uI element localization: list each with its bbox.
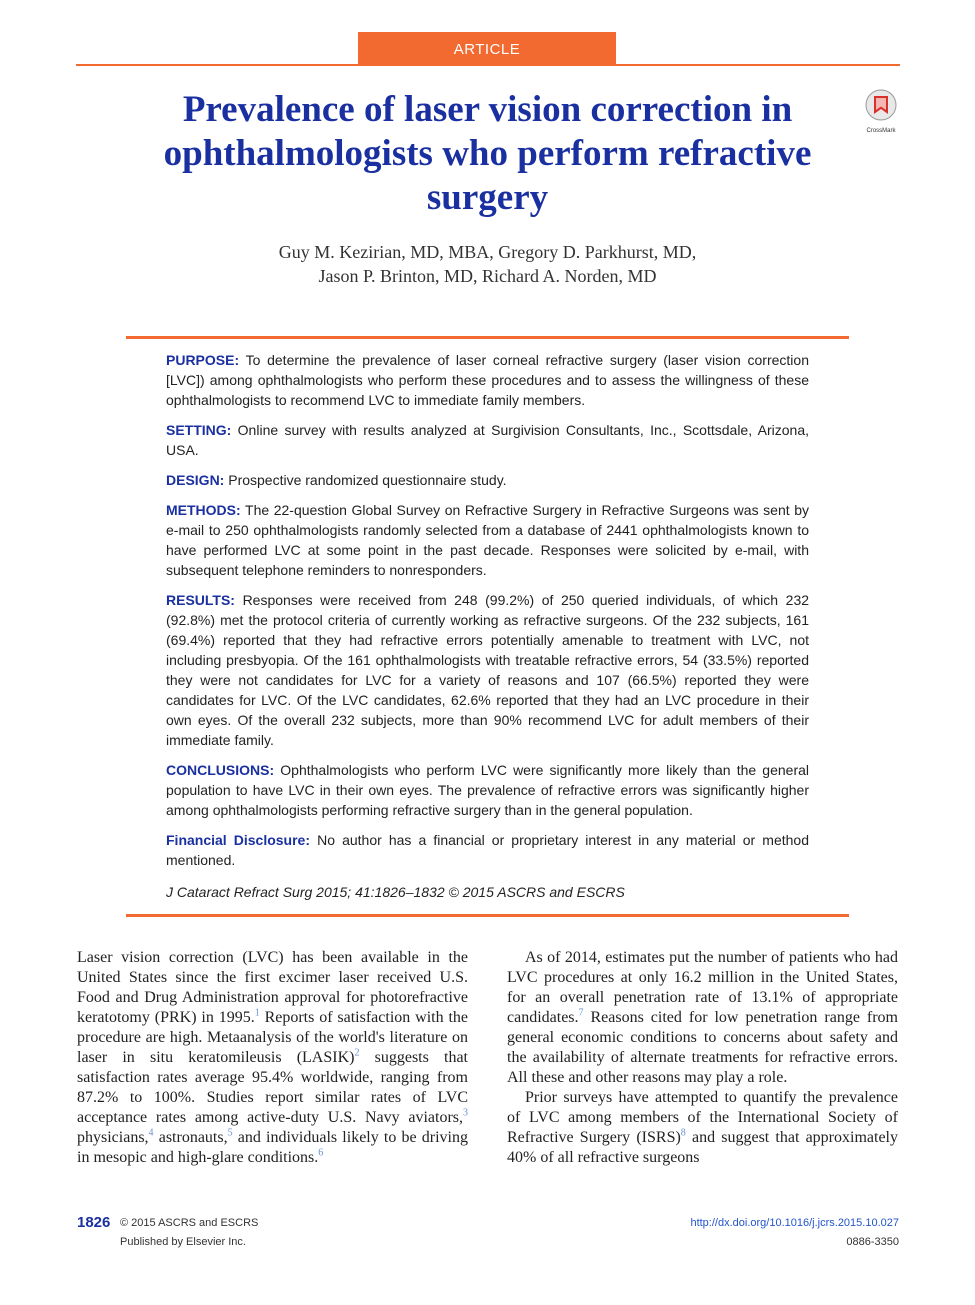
body-paragraph [507, 1088, 898, 1168]
abstract-purpose [166, 350, 809, 410]
body-text: As of 2014, estimates put the number of patients who had LVC procedures at only 16.2 million in the United States, for an overall penetration rate of 13.1% of appropriate candidates. [507, 949, 898, 1026]
disclosure-label: Financial Disclosure: [166, 832, 311, 848]
body-paragraph [77, 948, 468, 1168]
doi-link[interactable]: http://dx.doi.org/10.1016/j.jcrs.2015.10.027 [690, 1217, 899, 1229]
abstract-results [166, 590, 809, 750]
reference-link[interactable]: 4 [148, 1127, 154, 1139]
body-text: Prior surveys have attempted to quantify the prevalence of LVC among members of the International Society of Refractive Surgery (ISRS) [507, 1089, 898, 1146]
body-column-right [507, 948, 898, 1168]
body-text: astronauts, [153, 1129, 228, 1146]
conclusions-label: CONCLUSIONS: [166, 762, 275, 778]
disclosure-text: No author has a financial or proprietary interest in any material or method mentioned. [166, 832, 809, 868]
reference-link[interactable]: 6 [318, 1147, 324, 1159]
purpose-text: To determine the prevalence of laser corneal refractive surgery (laser vision correction [LVC]) among ophthalmologists who perform these procedures and to assess the willingness of these ophthalmologists to recommend LVC to immediate family members. [166, 352, 809, 408]
reference-link[interactable]: 1 [254, 1007, 260, 1019]
abstract-top-rule [126, 336, 849, 339]
footer-issn: 0886-3350 [846, 1236, 899, 1248]
abstract-design [166, 470, 809, 490]
crossmark-badge[interactable] [862, 88, 900, 134]
authors-line-1: Guy M. Kezirian, MD, MBA, Gregory D. Parkhurst, MD, [278, 242, 697, 262]
body-paragraph [507, 948, 898, 1088]
reference-link[interactable]: 5 [227, 1127, 233, 1139]
page-number: 1826 [77, 1214, 111, 1231]
article-type-tab [358, 32, 616, 66]
body-column-left [77, 948, 468, 1168]
setting-text: Online survey with results analyzed at Surgivision Consultants, Inc., Scottsdale, Arizona, USA. [166, 422, 810, 458]
methods-label: METHODS: [166, 502, 241, 518]
abstract-conclusions [166, 760, 809, 820]
body-text: Laser vision correction (LVC) has been available in the United States since the first excimer laser received U.S. Food and Drug Administration approval for photorefractive keratotomy (PRK) in 1995. [77, 949, 468, 1026]
footer-publisher: Published by Elsevier Inc. [120, 1236, 246, 1248]
body-text: suggests that satisfaction rates average 95.4% worldwide, ranging from 87.2% to 100%. Studies report similar rates of LVC acceptance rates among active-duty U.S. Navy aviators, [77, 1049, 468, 1126]
crossmark-icon [862, 88, 900, 122]
abstract-methods [166, 500, 809, 580]
authors-line-2: Jason P. Brinton, MD, Richard A. Norden, MD [318, 266, 657, 286]
design-text: Prospective randomized questionnaire study. [228, 472, 507, 488]
author-list [200, 240, 775, 288]
crossmark-label: CrossMark [866, 128, 896, 134]
body-text: Reports of satisfaction with the procedure are high. Metaanalysis of the world's literature on laser in situ keratomileusis (LASIK) [77, 1009, 468, 1066]
reference-link[interactable]: 8 [680, 1127, 686, 1139]
body-text: Reasons cited for low penetration range from general economic conditions to concerns about safety and the availability of alternate treatments for refractive errors. All these and other reasons may play a role. [507, 1009, 898, 1086]
methods-text: The 22-question Global Survey on Refractive Surgery in Refractive Surgeons was sent by e-mail to 250 ophthalmologists randomly selected from a database of 2441 ophthalmologists known to have performed LVC at some point in the past decade. Responses were solicited by e-mail, with subsequent telephone reminders to nonresponders. [166, 502, 809, 578]
abstract [166, 350, 809, 912]
abstract-bottom-rule [126, 914, 849, 917]
body-text: and individuals likely to be driving in mesopic and high-glare conditions. [77, 1129, 468, 1166]
header-rule [76, 64, 900, 66]
footer-copyright: © 2015 ASCRS and ESCRS [120, 1217, 259, 1229]
conclusions-text: Ophthalmologists who perform LVC were significantly more likely than the general population to have LVC in their own eyes. The prevalence of refractive errors was significantly higher among ophthalmologists performing refractive surgery than in the general population. [166, 762, 810, 818]
body-text: physicians, [77, 1129, 149, 1146]
reference-link[interactable]: 3 [463, 1107, 468, 1119]
reference-link[interactable]: 7 [578, 1007, 584, 1019]
reference-link[interactable]: 2 [354, 1047, 360, 1059]
results-label: RESULTS: [166, 592, 235, 608]
journal-citation: J Cataract Refract Surg 2015; 41:1826–1832 © 2015 ASCRS and ESCRS [166, 884, 625, 900]
abstract-setting [166, 420, 809, 460]
abstract-disclosure [166, 830, 809, 870]
body-text: and suggest that approximately 40% of all refractive surgeons [507, 1129, 898, 1166]
results-text: Responses were received from 248 (99.2%) of 250 queried individuals, of which 232 (92.8%) met the protocol criteria of currently working as refractive surgeons. Of the 232 subjects, 161 (69.4%) reported that they had refractive errors potentially amenable to treatment with LVC, not including presbyopia. Of the 161 ophthalmologists with treatable refractive errors, 54 (33.5%) reported they were not candidates for LVC for a variety of reasons and 107 (66.5%) reported they were candidates for LVC. Of the LVC candidates, 62.6% reported that they had an LVC procedure in their own eyes. Of the overall 232 subjects, more than 90% recommend LVC for adult members of their immediate family. [166, 592, 810, 748]
purpose-label: PURPOSE: [166, 352, 240, 368]
article-type-label: ARTICLE [453, 40, 521, 58]
article-title: Prevalence of laser vision correction in ophthalmologists who perform refractive surgery [163, 89, 812, 218]
design-label: DESIGN: [166, 472, 225, 488]
setting-label: SETTING: [166, 422, 232, 438]
